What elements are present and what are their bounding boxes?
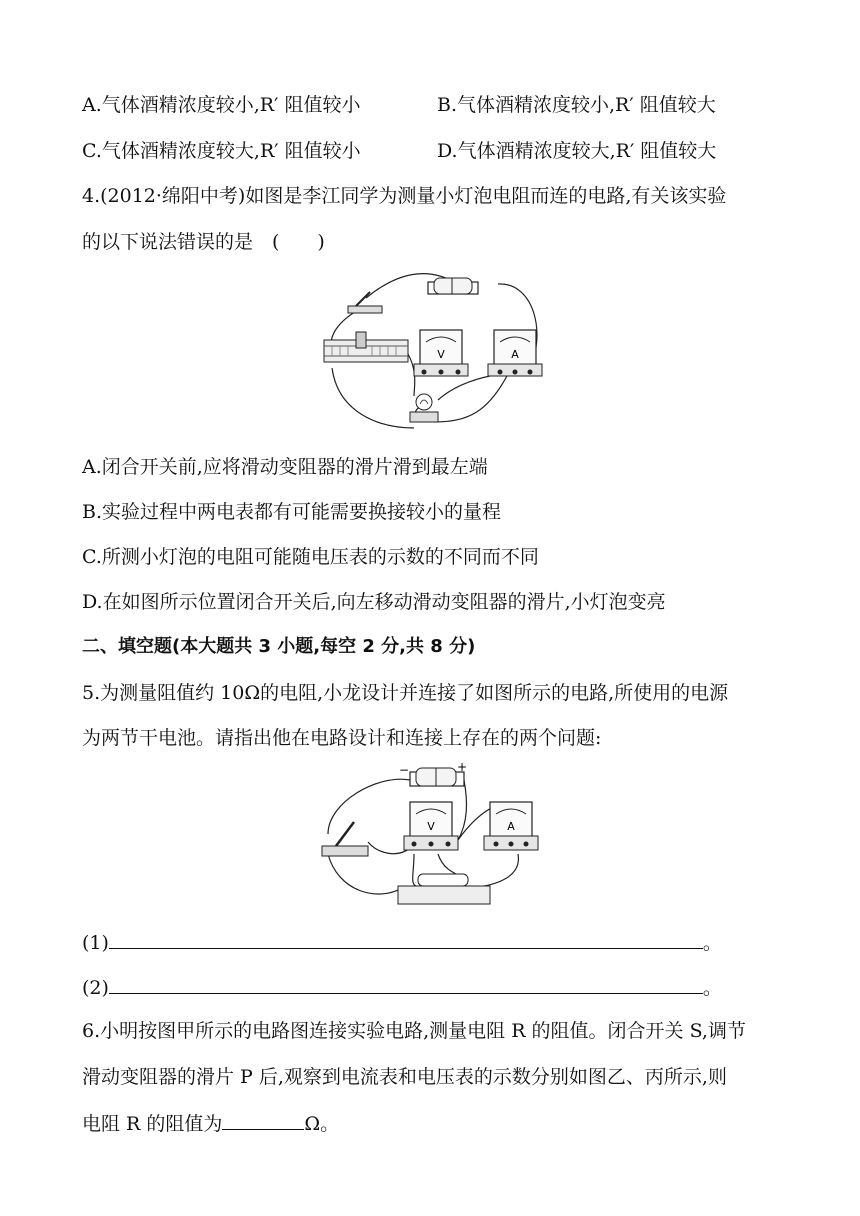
q6-stem-line2: 滑动变阻器的滑片 P 后,观察到电流表和电压表的示数分别如图乙、丙所示,则: [82, 1066, 727, 1088]
q5-blank1[interactable]: [109, 928, 703, 949]
q6-resistance-blank[interactable]: [222, 1109, 304, 1130]
q4-option-c: C.所测小灯泡的电阻可能随电压表的示数的不同而不同: [82, 546, 539, 568]
q5-blank1-label: (1): [82, 932, 109, 954]
q4-stem-line2: 的以下说法错误的是 ( ): [82, 231, 325, 253]
q5-blank1-row: [82, 928, 722, 956]
q4-ammeter-label: A: [511, 348, 519, 361]
q5-blank2-row: [82, 973, 722, 1001]
q5-ammeter-label: A: [507, 820, 515, 833]
q5-circuit-figure: [318, 762, 544, 914]
q4-option-b: B.实验过程中两电表都有可能需要换接较小的量程: [82, 501, 502, 523]
q5-blank2-end: 。: [702, 977, 722, 999]
q5-battery-minus: −: [398, 763, 410, 777]
q3-option-a: A.气体酒精浓度较小,R′ 阻值较小: [82, 94, 361, 116]
q3-option-c: C.气体酒精浓度较大,R′ 阻值较小: [82, 140, 361, 162]
q5-voltmeter-label: V: [427, 820, 435, 833]
q4-voltmeter-label: V: [437, 348, 445, 361]
section2-heading: 二、填空题(本大题共 3 小题,每空 2 分,共 8 分): [82, 636, 476, 657]
q4-circuit-figure: [318, 272, 548, 438]
q6-stem-line3: [82, 1109, 339, 1137]
q6-stem-line3-post: Ω。: [304, 1113, 340, 1135]
q4-option-a: A.闭合开关前,应将滑动变阻器的滑片滑到最左端: [82, 456, 488, 478]
q5-stem-line1: 5.为测量阻值约 10Ω的电阻,小龙设计并连接了如图所示的电路,所使用的电源: [82, 682, 729, 704]
q5-blank2-label: (2): [82, 977, 109, 999]
q4-option-d: D.在如图所示位置闭合开关后,向左移动滑动变阻器的滑片,小灯泡变亮: [82, 591, 666, 613]
q6-stem-line3-pre: 电阻 R 的阻值为: [82, 1113, 223, 1135]
q3-option-b: B.气体酒精浓度较小,R′ 阻值较大: [437, 94, 716, 116]
q6-stem-line1: 6.小明按图甲所示的电路图连接实验电路,测量电阻 R 的阻值。闭合开关 S,调节: [82, 1020, 746, 1042]
q4-stem-line1: 4.(2012·绵阳中考)如图是李江同学为测量小灯泡电阻而连的电路,有关该实验: [82, 185, 727, 207]
q5-blank1-end: 。: [702, 932, 722, 954]
q5-battery-plus: +: [456, 762, 468, 774]
q5-blank2[interactable]: [109, 973, 703, 994]
q5-stem-line2: 为两节干电池。请指出他在电路设计和连接上存在的两个问题:: [82, 727, 602, 749]
q3-option-d: D.气体酒精浓度较大,R′ 阻值较大: [437, 140, 717, 162]
